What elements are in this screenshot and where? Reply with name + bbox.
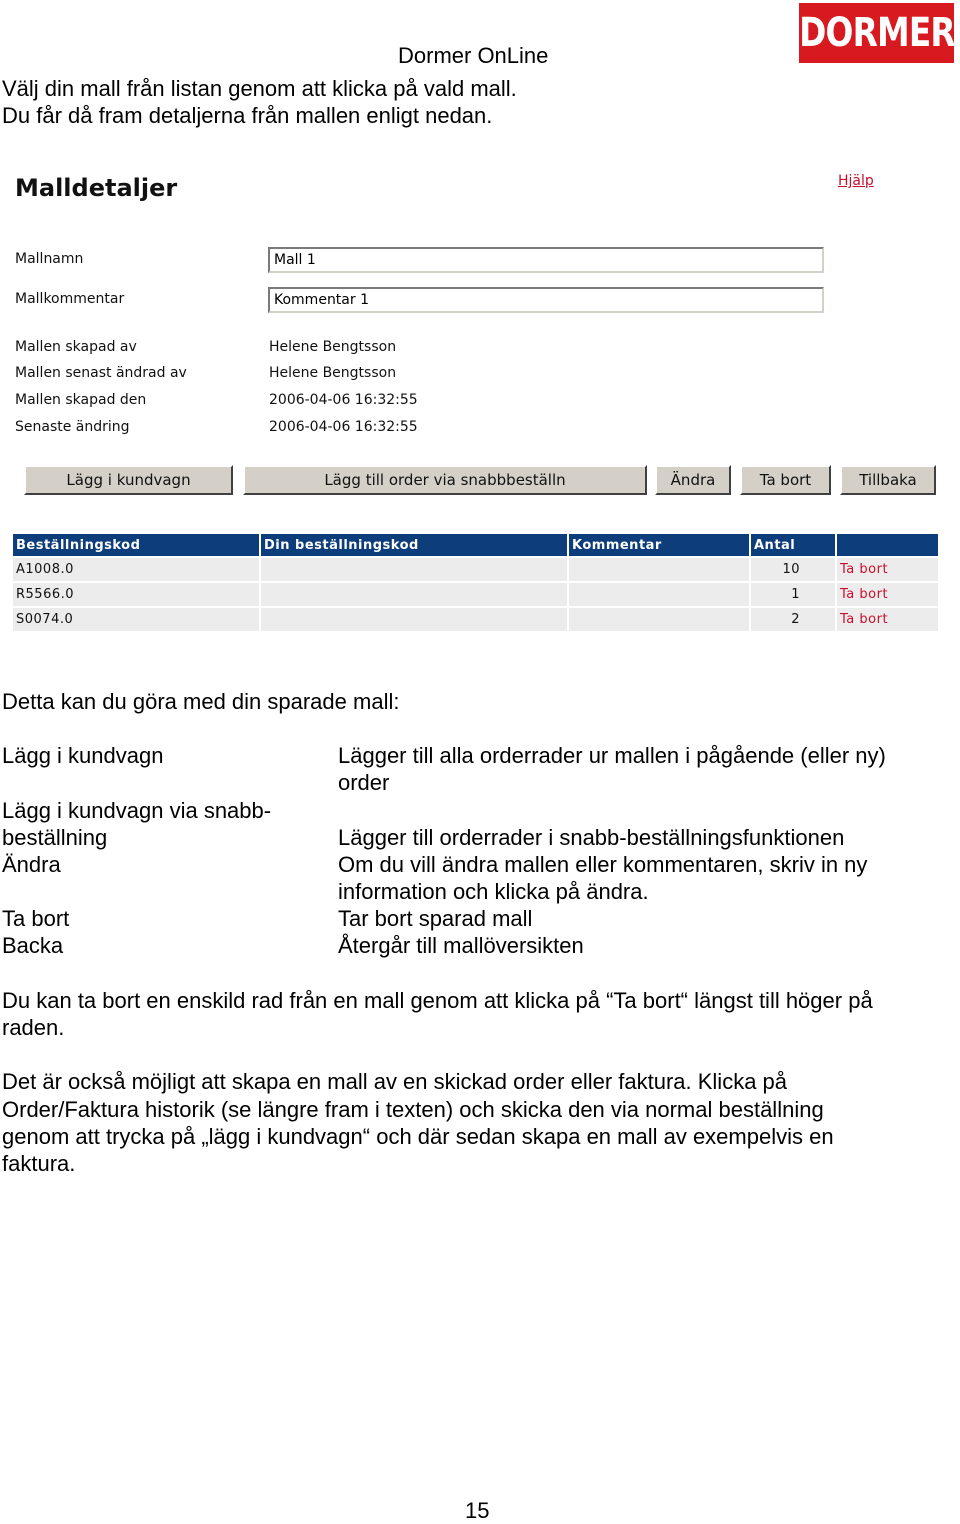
template-name-label: Mallnamn — [15, 251, 84, 267]
delete-row-link[interactable]: Ta bort — [837, 583, 938, 606]
modified-by-label: Mallen senast ändrad av — [15, 365, 187, 381]
comment-cell — [569, 608, 749, 631]
comment-cell — [569, 558, 749, 581]
created-date-value: 2006-04-06 16:32:55 — [269, 392, 418, 408]
document-header-title: Dormer OnLine — [398, 43, 549, 68]
page-number: 15 — [465, 1498, 490, 1523]
dormer-logo — [799, 3, 954, 63]
last-change-value: 2006-04-06 16:32:55 — [269, 419, 418, 435]
term-quick-order-line-2: beställning — [2, 825, 108, 850]
paragraph-history-line-2: Order/Faktura historik (se längre fram i texten) och skicka den via normal beställning — [2, 1097, 824, 1122]
own-code-cell — [261, 583, 567, 606]
term-edit: Ändra — [2, 852, 61, 877]
column-header-quantity: Antal — [751, 534, 835, 556]
comment-cell — [569, 583, 749, 606]
paragraph-delete-row-line-2: raden. — [2, 1015, 65, 1040]
template-comment-label: Mallkommentar — [15, 291, 125, 307]
paragraph-history-line-3: genom att trycka på „lägg i kundvagn“ och där sedan skapa en mall av exempelvis en — [2, 1124, 834, 1149]
column-header-action — [837, 534, 938, 556]
quantity-cell: 1 — [751, 583, 835, 606]
paragraph-history-line-1: Det är också möjligt att skapa en mall av en skickad order eller faktura. Klicka på — [2, 1069, 788, 1094]
column-header-own-code: Din beställningskod — [261, 534, 567, 556]
created-by-value: Helene Bengtsson — [269, 339, 397, 355]
page-title: Malldetaljer — [15, 174, 178, 202]
delete-button[interactable]: Ta bort — [740, 465, 831, 495]
own-code-cell — [261, 558, 567, 581]
delete-row-link[interactable]: Ta bort — [837, 608, 938, 631]
created-by-label: Mallen skapad av — [15, 339, 137, 355]
edit-button[interactable]: Ändra — [655, 465, 731, 495]
add-to-cart-button[interactable]: Lägg i kundvagn — [24, 465, 233, 495]
own-code-cell — [261, 608, 567, 631]
delete-row-link[interactable]: Ta bort — [837, 558, 938, 581]
desc-edit-line-1: Om du vill ändra mallen eller kommentaren, skriv in ny — [338, 852, 868, 877]
quantity-cell: 10 — [751, 558, 835, 581]
created-date-label: Mallen skapad den — [15, 392, 147, 408]
logo-text: DORMER — [798, 10, 955, 56]
template-comment-input[interactable] — [268, 287, 824, 313]
add-quick-order-button[interactable]: Lägg till order via snabbbeställn — [243, 465, 647, 495]
order-code-cell: R5566.0 — [13, 583, 259, 606]
table-row — [13, 558, 938, 581]
template-name-input[interactable] — [268, 247, 824, 273]
order-code-cell: S0074.0 — [13, 608, 259, 631]
term-quick-order-line-1: Lägg i kundvagn via snabb- — [2, 798, 272, 823]
desc-edit-line-2: information och klicka på ändra. — [338, 879, 649, 904]
section-intro: Detta kan du göra med din sparade mall: — [2, 689, 400, 714]
modified-by-value: Helene Bengtsson — [269, 365, 397, 381]
quantity-cell: 2 — [751, 608, 835, 631]
term-delete: Ta bort — [2, 906, 70, 931]
desc-quick-order: Lägger till orderrader i snabb-beställningsfunktionen — [338, 825, 845, 850]
template-details-screenshot — [0, 150, 948, 660]
term-add-to-cart: Lägg i kundvagn — [2, 743, 164, 768]
back-button[interactable]: Tillbaka — [840, 465, 936, 495]
desc-add-to-cart-line-1: Lägger till alla orderrader ur mallen i pågående (eller ny) — [338, 743, 886, 768]
paragraph-delete-row-line-1: Du kan ta bort en enskild rad från en mall genom att klicka på “Ta bort“ längst till höger på — [2, 988, 873, 1013]
intro-line-1: Välj din mall från listan genom att klicka på vald mall. — [2, 76, 517, 101]
order-code-cell: A1008.0 — [13, 558, 259, 581]
column-header-comment: Kommentar — [569, 534, 749, 556]
desc-back: Återgår till mallöversikten — [338, 933, 584, 958]
help-link[interactable]: Hjälp — [838, 173, 874, 189]
desc-add-to-cart-line-2: order — [338, 770, 390, 795]
column-header-order-code: Beställningskod — [13, 534, 259, 556]
table-row — [13, 583, 938, 606]
intro-line-2: Du får då fram detaljerna från mallen enligt nedan. — [2, 103, 493, 128]
template-rows-table — [11, 532, 940, 633]
table-row — [13, 608, 938, 631]
paragraph-history-line-4: faktura. — [2, 1151, 76, 1176]
table-header-row — [13, 534, 938, 556]
term-back: Backa — [2, 933, 64, 958]
desc-delete: Tar bort sparad mall — [338, 906, 533, 931]
last-change-label: Senaste ändring — [15, 419, 130, 435]
